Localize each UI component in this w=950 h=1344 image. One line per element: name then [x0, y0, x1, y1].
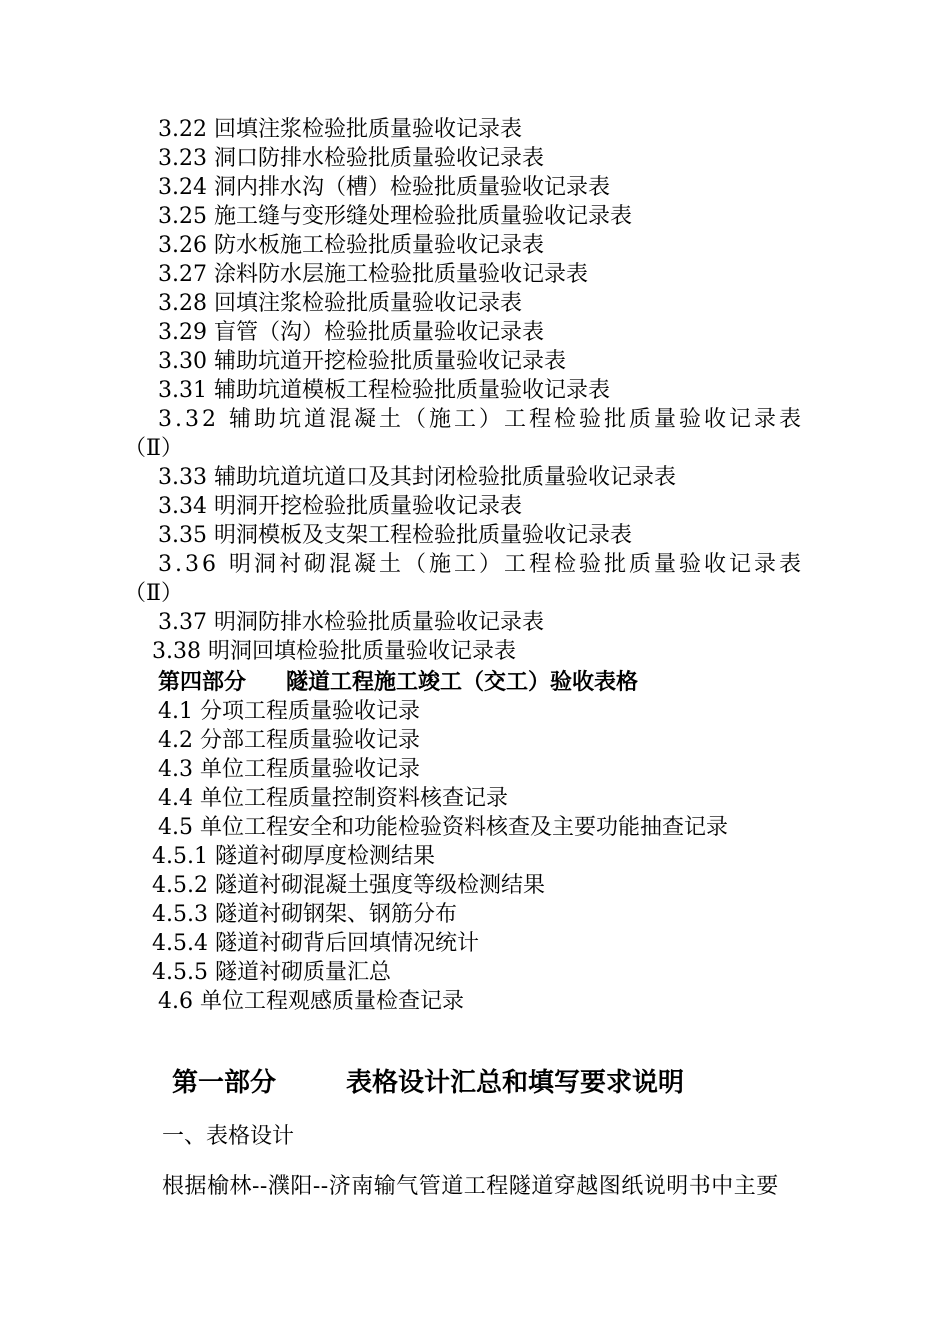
part4-heading [158, 668, 638, 696]
part1-label: 第一部分 [172, 1068, 277, 1098]
toc-entry-3-32-continuation: （Ⅱ） [124, 436, 183, 461]
toc-entry-3-22: 3.22 回填注浆检验批质量验收记录表 [158, 117, 522, 142]
toc-entry-4-4: 4.4 单位工程质量控制资料核查记录 [158, 786, 508, 811]
toc-entry-3-34: 3.34 明洞开挖检验批质量验收记录表 [158, 494, 522, 519]
toc-entry-3-35: 3.35 明洞模板及支架工程检验批质量验收记录表 [158, 523, 632, 548]
toc-entry-4-5-2: 4.5.2 隧道衬砌混凝土强度等级检测结果 [152, 873, 545, 898]
toc-entry-4-5-5: 4.5.5 隧道衬砌质量汇总 [152, 960, 391, 985]
toc-entry-3-24: 3.24 洞内排水沟（槽）检验批质量验收记录表 [158, 175, 610, 200]
toc-entry-4-5-1: 4.5.1 隧道衬砌厚度检测结果 [152, 844, 435, 869]
toc-entry-4-1: 4.1 分项工程质量验收记录 [158, 699, 420, 724]
toc-entry-4-6: 4.6 单位工程观感质量检查记录 [158, 989, 464, 1014]
subsection-heading: 一、表格设计 [162, 1124, 295, 1149]
toc-entry-3-26: 3.26 防水板施工检验批质量验收记录表 [158, 233, 544, 258]
toc-entry-3-32: 3.32 辅助坑道混凝土（施工）工程检验批质量验收记录表 [158, 407, 804, 432]
toc-entry-3-30: 3.30 辅助坑道开挖检验批质量验收记录表 [158, 349, 566, 374]
toc-entry-4-5-3: 4.5.3 隧道衬砌钢架、钢筋分布 [152, 902, 457, 927]
toc-entry-3-36: 3.36 明洞衬砌混凝土（施工）工程检验批质量验收记录表 [158, 552, 804, 577]
toc-entry-3-33: 3.33 辅助坑道坑道口及其封闭检验批质量验收记录表 [158, 465, 676, 490]
body-paragraph: 根据榆林--濮阳--济南输气管道工程隧道穿越图纸说明书中主要 [162, 1174, 779, 1199]
toc-entry-3-23: 3.23 洞口防排水检验批质量验收记录表 [158, 146, 544, 171]
part4-title: 隧道工程施工竣工（交工）验收表格 [286, 669, 639, 695]
toc-entry-3-29: 3.29 盲管（沟）检验批质量验收记录表 [158, 320, 544, 345]
toc-entry-3-27: 3.27 涂料防水层施工检验批质量验收记录表 [158, 262, 588, 287]
toc-entry-3-38: 3.38 明洞回填检验批质量验收记录表 [152, 639, 516, 664]
toc-entry-4-2: 4.2 分部工程质量验收记录 [158, 728, 420, 753]
toc-entry-4-3: 4.3 单位工程质量验收记录 [158, 757, 420, 782]
part1-title: 表格设计汇总和填写要求说明 [346, 1068, 685, 1098]
toc-entry-3-31: 3.31 辅助坑道模板工程检验批质量验收记录表 [158, 378, 610, 403]
part1-heading [172, 1066, 684, 1100]
toc-entry-4-5-4: 4.5.4 隧道衬砌背后回填情况统计 [152, 931, 479, 956]
toc-entry-3-37: 3.37 明洞防排水检验批质量验收记录表 [158, 610, 544, 635]
toc-entry-4-5: 4.5 单位工程安全和功能检验资料核查及主要功能抽查记录 [158, 815, 728, 840]
toc-entry-3-25: 3.25 施工缝与变形缝处理检验批质量验收记录表 [158, 204, 632, 229]
part4-label: 第四部分 [158, 669, 247, 695]
toc-entry-3-36-continuation: （Ⅱ） [124, 581, 183, 606]
toc-entry-3-28: 3.28 回填注浆检验批质量验收记录表 [158, 291, 522, 316]
